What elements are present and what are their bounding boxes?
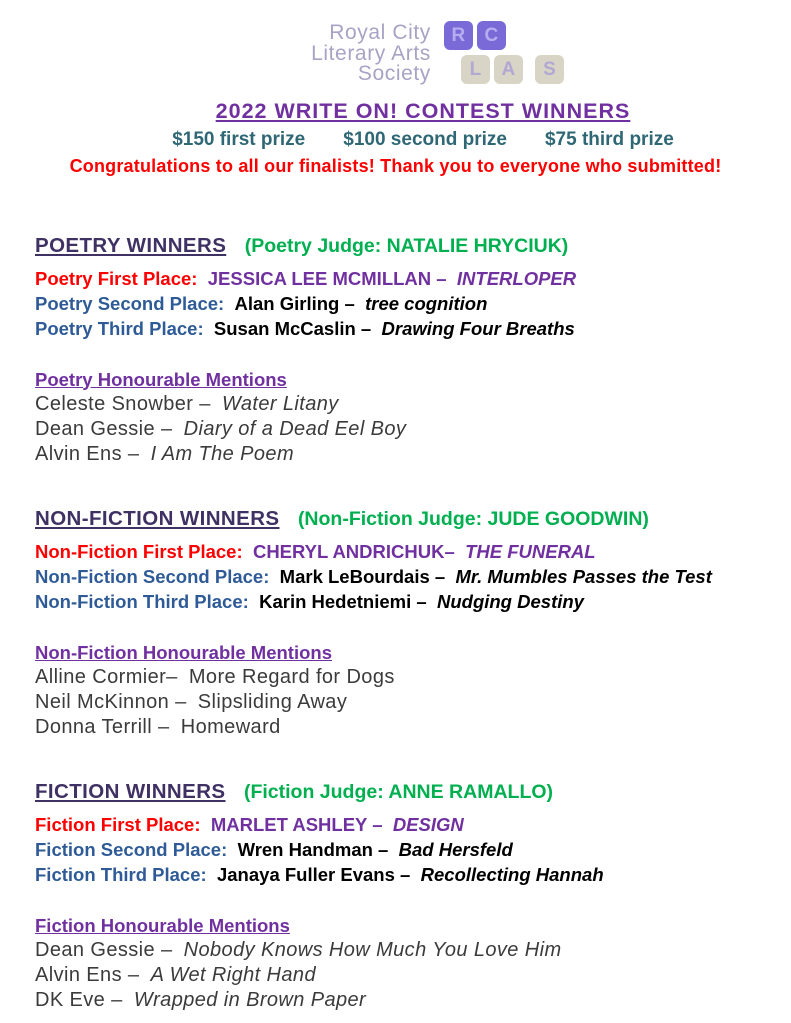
- honourable-mention-entry: [35, 715, 771, 740]
- mention-name: DK Eve –: [35, 988, 123, 1011]
- section-heading-row: [35, 232, 771, 261]
- first-place-row: [35, 812, 771, 837]
- logo-tile-l: L: [461, 55, 490, 84]
- work-title: Recollecting Hannah: [420, 863, 604, 885]
- mention-name: Celeste Snowber –: [35, 392, 211, 415]
- logo-tile-s: S: [535, 55, 564, 84]
- place-label: Fiction Second Place:: [35, 838, 228, 860]
- section-heading-row: [35, 505, 771, 534]
- third-place-row: [35, 862, 771, 887]
- second-place-row: [35, 564, 771, 589]
- logo-tile-c: C: [477, 21, 506, 50]
- mention-name: Alline Cormier–: [35, 665, 178, 688]
- honourable-mention-entry: [35, 938, 771, 963]
- judge-credit: (Poetry Judge: NATALIE HRYCIUK): [244, 234, 569, 257]
- mention-work-title: Wrapped in Brown Paper: [133, 988, 367, 1011]
- mention-name: Neil McKinnon –: [35, 690, 187, 713]
- work-title: Nudging Destiny: [436, 590, 584, 612]
- logo-wordmark: [311, 15, 431, 85]
- honourable-mentions: [35, 913, 771, 1013]
- section-fiction-winners: [35, 778, 771, 1013]
- section-heading: FICTION WINNERS: [35, 779, 226, 803]
- honourable-mention-entry: [35, 417, 771, 442]
- winner-name: Karin Hedetniemi –: [259, 590, 427, 612]
- third-place-row: [35, 316, 771, 341]
- mention-work-title: I Am The Poem: [150, 442, 295, 465]
- mention-work-title: Water Litany: [221, 392, 339, 415]
- logo-tiles-row-bottom: [461, 55, 564, 84]
- winner-name: JESSICA LEE MCMILLAN –: [207, 267, 447, 289]
- winner-name: Susan McCaslin –: [213, 317, 372, 339]
- honourable-mentions-heading: Fiction Honourable Mentions: [35, 914, 290, 936]
- page-title: 2022 WRITE ON! CONTEST WINNERS: [215, 98, 631, 123]
- place-label: Poetry Second Place:: [35, 292, 225, 314]
- logo-tiles-row-top: [444, 21, 564, 50]
- judge-credit: (Fiction Judge: ANNE RAMALLO): [243, 780, 554, 803]
- section-non-fiction-winners: [35, 505, 771, 740]
- prize-line: [0, 127, 791, 152]
- honourable-mentions: [35, 367, 771, 467]
- honourable-mention-entry: [35, 690, 771, 715]
- section-heading: POETRY WINNERS: [35, 233, 227, 257]
- place-label: Fiction Third Place:: [35, 863, 207, 885]
- section-heading: NON-FICTION WINNERS: [35, 506, 280, 530]
- place-label: Non-Fiction Third Place:: [35, 590, 249, 612]
- third-prize-amount: $75 third prize: [544, 128, 674, 150]
- mention-name: Alvin Ens –: [35, 963, 140, 986]
- document-header: [0, 98, 791, 178]
- first-place-row: [35, 539, 771, 564]
- work-title: DESIGN: [392, 813, 464, 835]
- mention-work-title: Slipsliding Away: [197, 690, 348, 713]
- winner-name: Janaya Fuller Evans –: [216, 863, 411, 885]
- mention-work-title: Homeward: [180, 715, 281, 738]
- honourable-mention-entry: [35, 442, 771, 467]
- winner-name: Mark LeBourdais –: [279, 565, 446, 587]
- logo-tile-a: A: [494, 55, 523, 84]
- mention-name: Dean Gessie –: [35, 938, 173, 961]
- second-prize-amount: $100 second prize: [343, 128, 507, 150]
- congratulations-message: Congratulations to all our finalists! Thank you to everyone who submitted!: [69, 155, 722, 176]
- work-title: Drawing Four Breaths: [381, 317, 575, 339]
- first-place-row: [35, 266, 771, 291]
- mention-work-title: A Wet Right Hand: [150, 963, 316, 986]
- mention-name: Alvin Ens –: [35, 442, 140, 465]
- mention-name: Dean Gessie –: [35, 417, 173, 440]
- rclas-logo: [42, 0, 791, 85]
- place-label: Fiction First Place:: [35, 813, 201, 835]
- work-title: THE FUNERAL: [465, 540, 596, 562]
- place-label: Non-Fiction Second Place:: [35, 565, 270, 587]
- honourable-mentions-heading: Non-Fiction Honourable Mentions: [35, 641, 333, 663]
- logo-wordmark-line2: Literary Arts: [311, 41, 431, 65]
- honourable-mention-entry: [35, 963, 771, 988]
- mention-work-title: Diary of a Dead Eel Boy: [183, 417, 407, 440]
- place-label: Non-Fiction First Place:: [35, 540, 243, 562]
- honourable-mention-entry: [35, 392, 771, 417]
- work-title: Bad Hersfeld: [398, 838, 513, 860]
- judge-credit: (Non-Fiction Judge: JUDE GOODWIN): [297, 507, 649, 530]
- honourable-mentions: [35, 640, 771, 740]
- work-title: Mr. Mumbles Passes the Test: [455, 565, 712, 587]
- mention-name: Donna Terrill –: [35, 715, 170, 738]
- work-title: tree cognition: [365, 292, 488, 314]
- winner-name: Wren Handman –: [237, 838, 389, 860]
- winner-name: CHERYL ANDRICHUK–: [252, 540, 455, 562]
- honourable-mention-entry: [35, 665, 771, 690]
- logo-wordmark-line3: Society: [357, 62, 431, 85]
- place-label: Poetry Third Place:: [35, 317, 204, 339]
- logo-wordmark-line1: Royal City: [329, 21, 431, 44]
- first-prize-amount: $150 first prize: [172, 128, 306, 150]
- mention-work-title: More Regard for Dogs: [188, 665, 395, 688]
- winner-name: Alan Girling –: [234, 292, 355, 314]
- winner-name: MARLET ASHLEY –: [210, 813, 383, 835]
- logo-letter-tiles: [444, 15, 564, 85]
- work-title: INTERLOPER: [456, 267, 577, 289]
- mention-work-title: Nobody Knows How Much You Love Him: [183, 938, 562, 961]
- section-heading-row: [35, 778, 771, 807]
- section-poetry-winners: [35, 232, 771, 467]
- logo-tile-r: R: [444, 21, 473, 50]
- second-place-row: [35, 291, 771, 316]
- honourable-mention-entry: [35, 988, 771, 1013]
- winners-sections: [0, 232, 791, 1013]
- second-place-row: [35, 837, 771, 862]
- place-label: Poetry First Place:: [35, 267, 198, 289]
- third-place-row: [35, 589, 771, 614]
- honourable-mentions-heading: Poetry Honourable Mentions: [35, 368, 287, 390]
